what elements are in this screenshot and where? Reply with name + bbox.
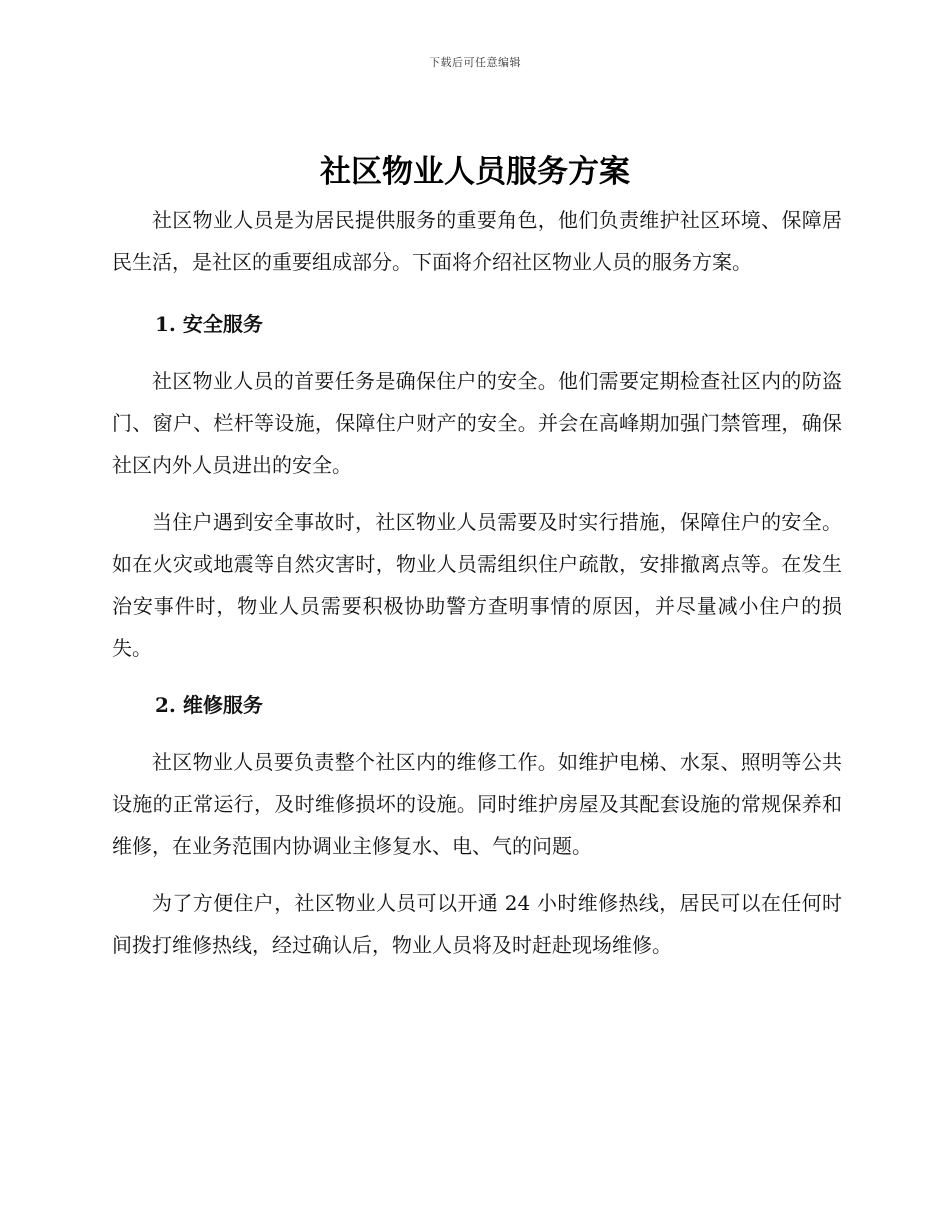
section-heading: 1. 安全服务 — [155, 312, 263, 336]
body-paragraph: 社区物业人员要负责整个社区内的维修工作。如维护电梯、水泵、照明等公共设施的正常运行，及时维修损坏的设施。同时维护房屋及其配套设施的常规保养和维修，在业务范围内协调业主修复水、电、气的问题。 — [112, 750, 842, 858]
document-title: 社区物业人员服务方案 — [320, 154, 630, 190]
section-maintenance — [112, 684, 842, 966]
body-paragraph: 社区物业人员的首要任务是确保住户的安全。他们需要定期检查社区内的防盗门、窗户、栏杆等设施，保障住户财产的安全。并会在高峰期加强门禁管理，确保社区内外人员进出的安全。 — [112, 369, 842, 477]
section-heading: 2. 维修服务 — [155, 693, 263, 717]
document-body — [112, 199, 842, 981]
header-note: 下载后可任意编辑 — [429, 56, 521, 69]
body-paragraph: 当住户遇到安全事故时，社区物业人员需要及时实行措施，保障住户的安全。如在火灾或地震等自然灾害时，物业人员需组织住户疏散，安排撤离点等。在发生治安事件时，物业人员需要积极协助警方查明事情的原因，并尽量减小住户的损失。 — [112, 510, 842, 660]
intro-paragraph: 社区物业人员是为居民提供服务的重要角色，他们负责维护社区环境、保障居民生活，是社区的重要组成部分。下面将介绍社区物业人员的服务方案。 — [112, 208, 842, 274]
body-paragraph: 为了方便住户，社区物业人员可以开通 24 小时维修热线，居民可以在任何时间拨打维修热线，经过确认后，物业人员将及时赶赴现场维修。 — [112, 891, 842, 957]
section-safety — [112, 303, 842, 669]
